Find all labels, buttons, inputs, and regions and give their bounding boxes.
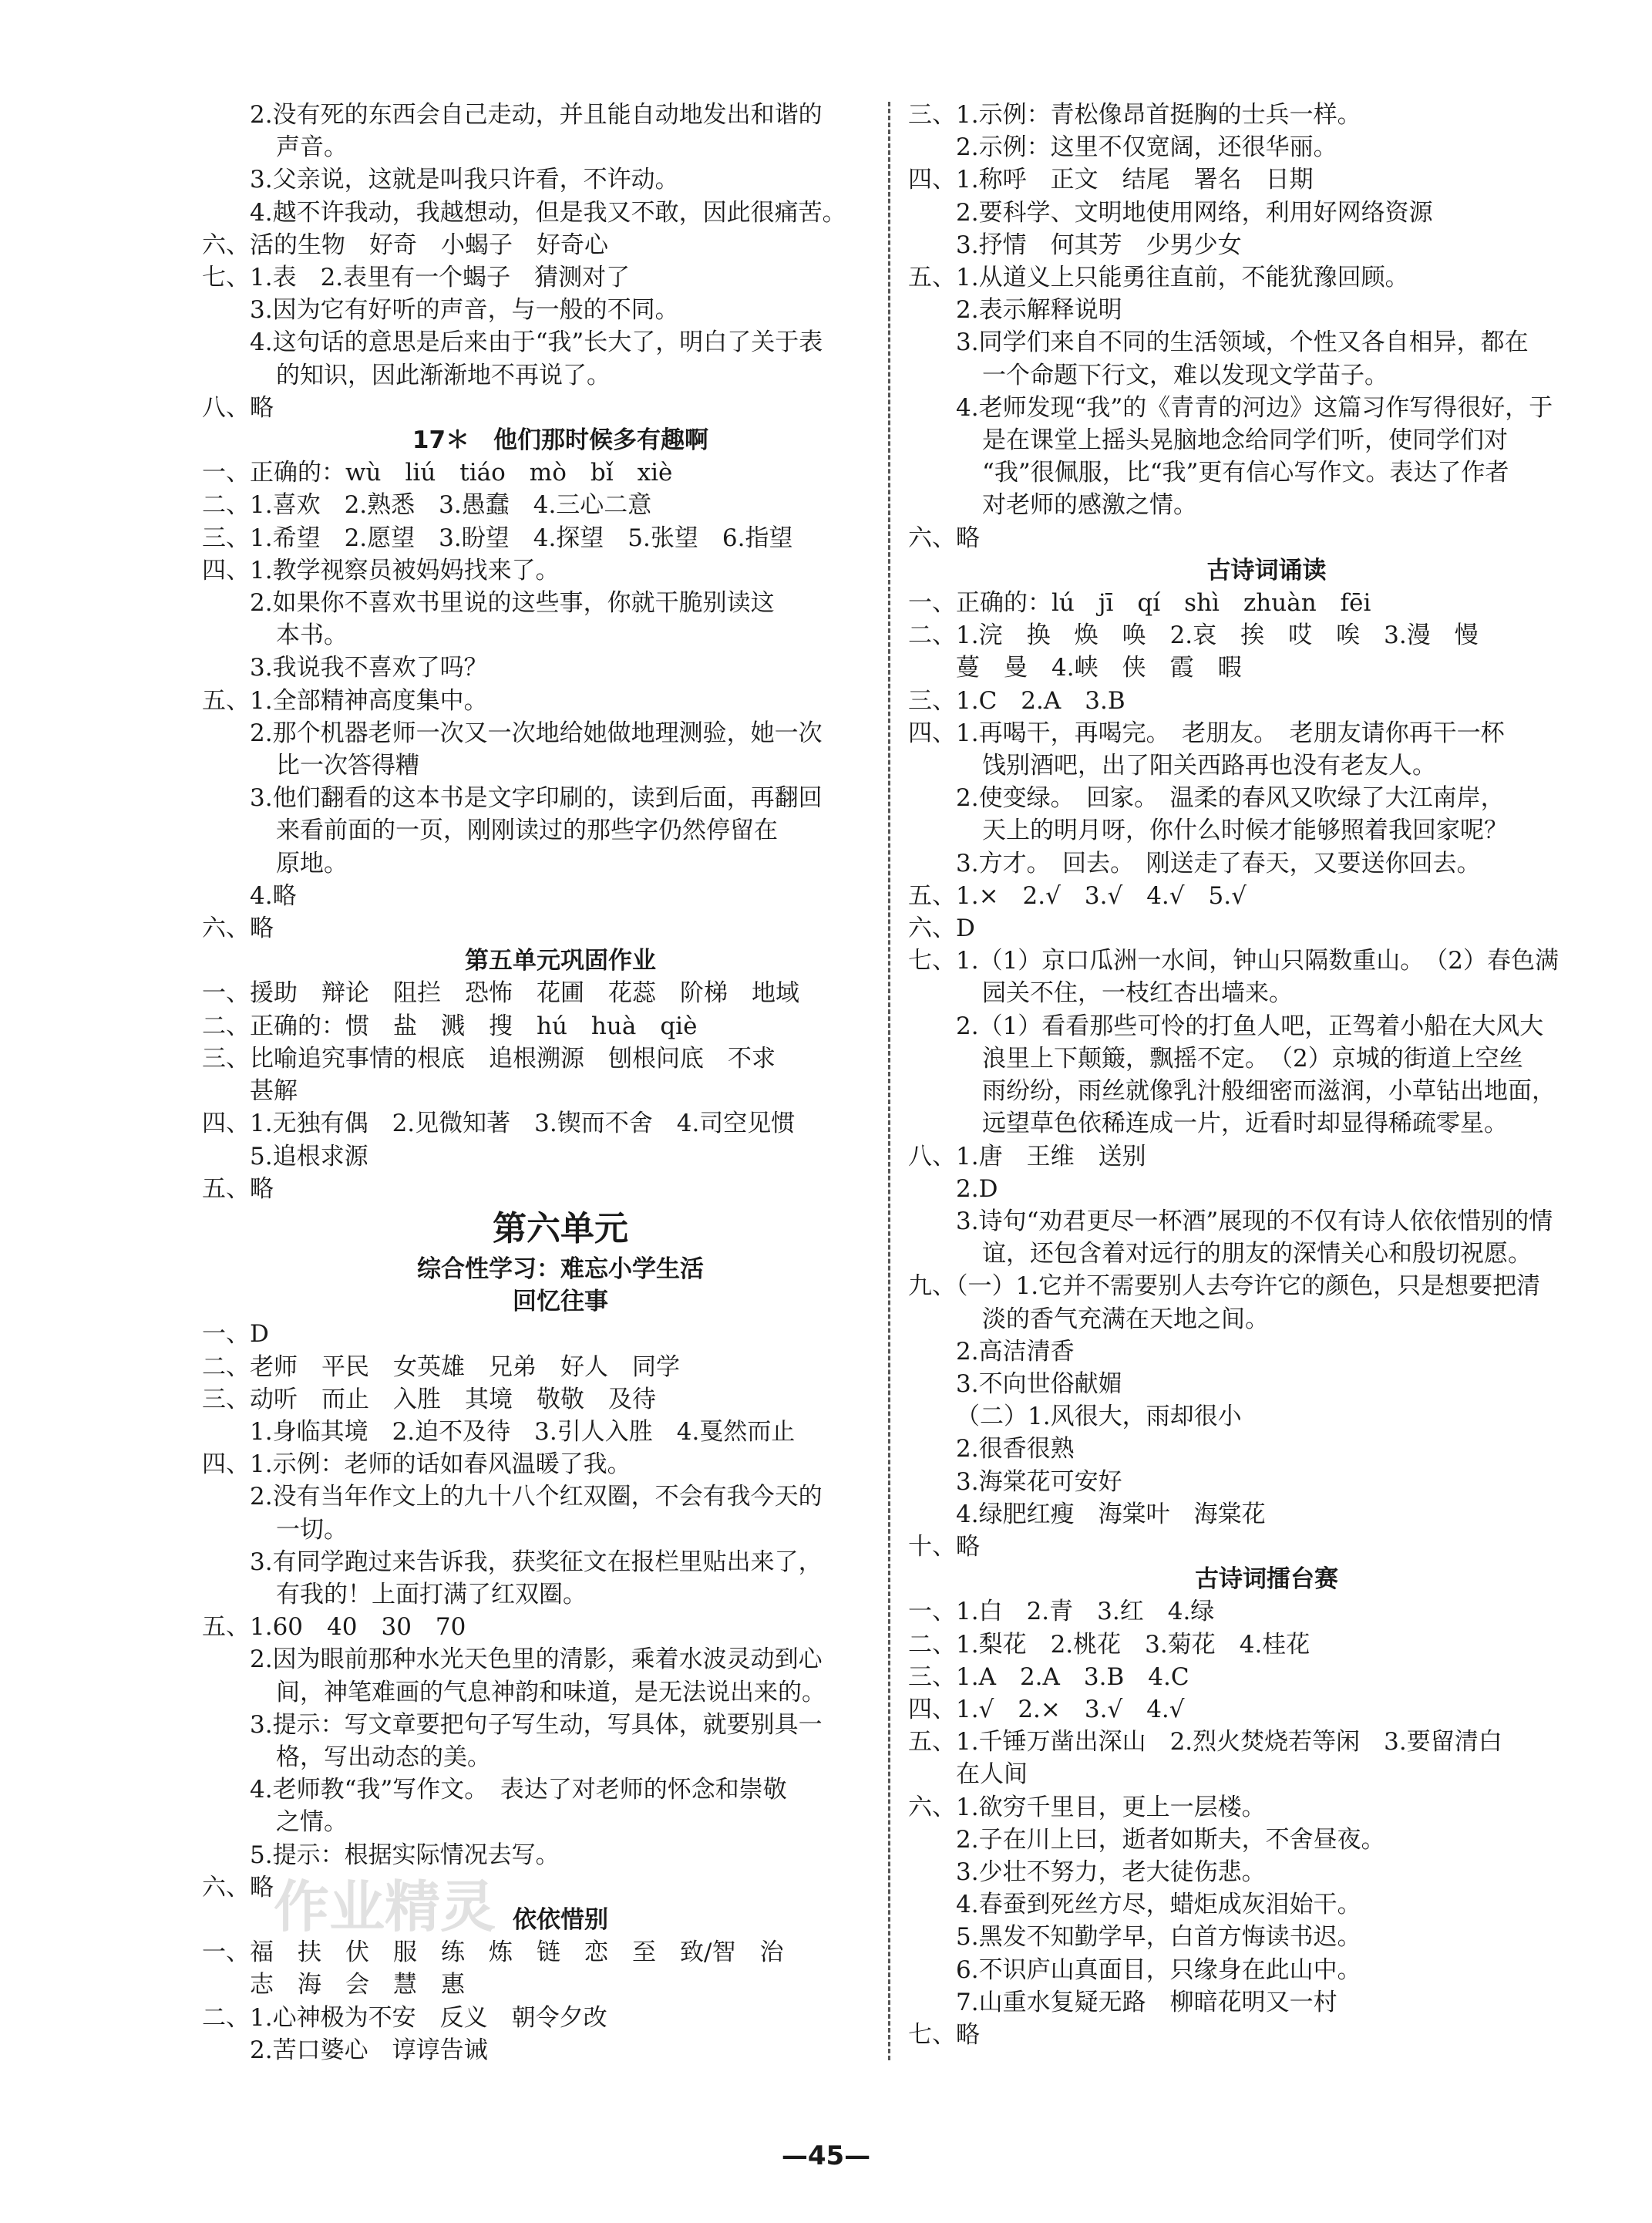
answer-line: 二、1.心神极为不安 反义 朝令夕改: [202, 2003, 607, 2032]
section-heading: 依依惜别: [513, 1905, 608, 1934]
answer-line: 五、1.全部精神高度集中。: [202, 686, 488, 715]
answer-line: 声音。: [276, 133, 348, 162]
answer-line: 之情。: [276, 1808, 348, 1837]
answer-line: 格，写出动态的美。: [276, 1743, 491, 1771]
answer-line: 2.要科学、文明地使用网络，利用好网络资源: [956, 198, 1433, 227]
answer-line: 谊，还包含着对远行的朋友的深情关心和殷切祝愿。: [982, 1240, 1532, 1268]
section-heading: 回忆往事: [513, 1288, 608, 1316]
answer-line: 六、略: [908, 524, 980, 552]
answer-line: 一、正确的：wù liú tiáo mò bǐ xiè: [202, 459, 673, 487]
answer-line: 四、1.示例：老师的话如春风温暖了我。: [202, 1450, 631, 1479]
answer-line: 2.高洁清香: [956, 1337, 1075, 1366]
answer-line: 2.D: [956, 1174, 998, 1203]
answer-line: 六、D: [908, 914, 975, 943]
answer-line: 远望草色依稀连成一片，近看时却显得稀疏零星。: [982, 1110, 1508, 1138]
answer-line: 一、正确的：lú jī qí shì zhuàn fēi: [908, 589, 1371, 618]
answer-line: 3.提示：写文章要把句子写生动，写具体，就要别具一: [250, 1710, 823, 1739]
answer-line: 六、活的生物 好奇 小蝎子 好奇心: [202, 231, 608, 259]
answer-line: 八、略: [202, 393, 274, 422]
answer-line: 5.提示：根据实际情况去写。: [250, 1841, 560, 1869]
answer-line: 5.追根求源: [250, 1142, 368, 1170]
answer-line: 2.很香很熟: [956, 1435, 1075, 1463]
answer-line: 三、1.A 2.A 3.B 4.C: [908, 1662, 1189, 1691]
answer-line: 二、1.喜欢 2.熟悉 3.愚蠢 4.三心二意: [202, 491, 652, 520]
answer-line: 2.没有当年作文上的九十八个红双圈，不会有我今天的: [250, 1483, 823, 1511]
answer-line: 6.不识庐山真面目，只缘身在此山中。: [956, 1955, 1361, 1984]
answer-line: 四、1.√ 2.× 3.√ 4.√: [908, 1695, 1185, 1723]
answer-line: （二）1.风很大，雨却很小: [956, 1403, 1242, 1431]
answer-line: 一、援助 辩论 阻拦 恐怖 花圃 花蕊 阶梯 地域: [202, 979, 799, 1008]
answer-line: 3.诗句“劝君更尽一杯酒”展现的不仅有诗人依依惜别的情: [956, 1207, 1553, 1235]
answer-line: 2.没有死的东西会自己走动，并且能自动地发出和谐的: [250, 101, 823, 129]
answer-line: 5.黑发不知勤学早，白首方悔读书迟。: [956, 1923, 1361, 1952]
answer-line: 一、1.白 2.青 3.红 4.绿: [908, 1598, 1215, 1626]
answer-line: 三、动听 而止 入胜 其境 敬敬 及待: [202, 1385, 656, 1413]
answer-line: 八、1.唐 王维 送别: [908, 1142, 1146, 1170]
answer-line: 五、1.从道义上只能勇往直前，不能犹豫回顾。: [908, 264, 1409, 292]
answer-line: 十、略: [908, 1532, 980, 1561]
answer-line: 四、1.教学视察员被妈妈找来了。: [202, 556, 560, 584]
answer-line: 七、略: [908, 2020, 980, 2049]
answer-line: 浪里上下颠簸，飘摇不定。 （2）京城的街道上空丝: [982, 1044, 1523, 1073]
answer-line: 一切。: [276, 1515, 348, 1544]
answer-line: 七、1.（1）京口瓜洲一水间，钟山只隔数重山。 （2）春色满: [908, 947, 1559, 975]
answer-line: 3.不向世俗献媚: [956, 1369, 1122, 1398]
answer-line: 对老师的感激之情。: [982, 491, 1197, 520]
right-column: [908, 99, 1625, 2051]
section-heading: 第五单元巩固作业: [465, 947, 656, 975]
answer-line: 五、1.60 40 30 70: [202, 1613, 466, 1642]
answer-line: 雨纷纷，雨丝就像乳汁般细密而滋润，小草钻出地面，: [982, 1077, 1556, 1106]
answer-line: 4.这句话的意思是后来由于“我”长大了，明白了关于表: [250, 328, 823, 357]
answer-line: 3.因为它有好听的声音，与一般的不同。: [250, 296, 679, 325]
answer-line: 2.示例：这里不仅宽阔，还很华丽。: [956, 133, 1337, 162]
answer-line: 二、1.浣 换 焕 唤 2.哀 挨 哎 唉 3.漫 慢: [908, 621, 1479, 650]
answer-line: 一、D: [202, 1320, 269, 1349]
answer-line: 3.有同学跑过来告诉我，获奖征文在报栏里贴出来了，: [250, 1548, 823, 1576]
answer-line: 一个命题下行文，难以发现文学苗子。: [982, 361, 1388, 389]
answer-line: 六、略: [202, 914, 274, 943]
answer-line: 三、比喻追究事情的根底 追根溯源 刨根问底 不求: [202, 1044, 776, 1073]
answer-line: 是在课堂上摇头晃脑地念给同学们听，使同学们对: [982, 426, 1508, 455]
answer-line: 三、1.希望 2.愿望 3.盼望 4.探望 5.张望 6.指望: [202, 524, 793, 552]
answer-line: 3.同学们来自不同的生活领域，个性又各自相异，都在: [956, 328, 1529, 357]
answer-line: 2.那个机器老师一次又一次地给她做地理测验，她一次: [250, 719, 823, 747]
answer-line: 4.春蚕到死丝方尽，蜡炬成灰泪始干。: [956, 1891, 1361, 1919]
answer-line: 4.老师发现“我”的《青青的河边》这篇习作写得很好，于: [956, 393, 1553, 422]
answer-line: 原地。: [276, 849, 348, 877]
column-divider: [888, 102, 890, 2060]
page-number: —45—: [781, 2140, 871, 2171]
answer-line: 三、1.C 2.A 3.B: [908, 686, 1125, 715]
answer-line: 甚解: [250, 1077, 298, 1106]
answer-line: 五、1.千锤万凿出深山 2.烈火焚烧若等闲 3.要留清白: [908, 1728, 1502, 1757]
answer-line: 饯别酒吧，出了阳关西路再也没有老友人。: [982, 752, 1436, 780]
answer-line: 来看前面的一页，刚刚读过的那些字仍然停留在: [276, 817, 778, 845]
answer-line: 2.表示解释说明: [956, 296, 1122, 325]
answer-line: 蔓 曼 4.峡 侠 霞 暇: [956, 654, 1242, 682]
section-heading: 17＊ 他们那时候多有趣啊: [412, 426, 709, 455]
answer-line: 九、（一）1.它并不需要别人去夸许它的颜色，只是想要把清: [908, 1272, 1541, 1301]
answer-line: 四、1.称呼 正文 结尾 署名 日期: [908, 166, 1314, 194]
answer-line: 三、1.示例：青松像昂首挺胸的士兵一样。: [908, 101, 1361, 129]
answer-line: 二、正确的：惯 盐 溅 搜 hú huà qiè: [202, 1012, 698, 1040]
answer-line: 六、1.欲穷千里目，更上一层楼。: [908, 1793, 1266, 1821]
answer-line: 一、福 扶 伏 服 练 炼 链 恋 至 致/智 治: [202, 1938, 784, 1967]
answer-line: 二、1.梨花 2.桃花 3.菊花 4.桂花: [908, 1630, 1310, 1659]
answer-line: 比一次答得糟: [276, 752, 419, 780]
answer-line: “我”很佩服，比“我”更有信心写作文。表达了作者: [982, 459, 1509, 487]
answer-line: 五、1.× 2.√ 3.√ 4.√ 5.√: [908, 881, 1247, 910]
answer-line: 4.老师教“我”写作文。 表达了对老师的怀念和崇敬: [250, 1776, 787, 1804]
answer-line: 2.如果你不喜欢书里说的这些事，你就干脆别读这: [250, 589, 775, 618]
answer-line: 2.苦口婆心 谆谆告诫: [250, 2036, 488, 2064]
section-heading: 第六单元: [493, 1208, 628, 1248]
answer-line: 2.子在川上曰，逝者如斯夫，不舍昼夜。: [956, 1825, 1385, 1854]
left-column: [202, 99, 919, 2066]
answer-line: 7.山重水复疑无路 柳暗花明又一村: [956, 1988, 1337, 2016]
answer-line: 七、1.表 2.表里有一个蝎子 猜测对了: [202, 264, 631, 292]
answer-line: 四、1.无独有偶 2.见微知著 3.锲而不舍 4.司空见惯: [202, 1110, 796, 1138]
answer-line: 3.父亲说，这就是叫我只许看，不许动。: [250, 166, 679, 194]
section-heading: 古诗词擂台赛: [1195, 1565, 1338, 1594]
answer-line: 3.抒情 何其芳 少男少女: [956, 231, 1242, 259]
answer-line: 2.使变绿。 回家。 温柔的春风又吹绿了大江南岸，: [956, 784, 1505, 813]
answer-line: 2.因为眼前那种水光天色里的清影，乘着水波灵动到心: [250, 1645, 823, 1674]
answer-line: 有我的！上面打满了红双圈。: [276, 1580, 587, 1608]
watermark: 作业精灵: [274, 1874, 496, 1939]
answer-line: 4.越不许我动，我越想动，但是我又不敢，因此很痛苦。: [250, 198, 846, 227]
section-heading: 综合性学习：难忘小学生活: [417, 1255, 704, 1283]
answer-line: 园关不住，一枝红杏出墙来。: [982, 979, 1293, 1008]
answer-line: 在人间: [956, 1760, 1028, 1789]
answer-line: 3.方才。 回去。 刚送走了春天，又要送你回去。: [956, 849, 1481, 877]
answer-line: 四、1.再喝干，再喝完。 老朋友。 老朋友请你再干一杯: [908, 719, 1505, 747]
answer-line: 淡的香气充满在天地之间。: [982, 1305, 1269, 1333]
answer-line: 本书。: [276, 621, 348, 650]
answer-line: 志 海 会 慧 惠: [250, 1971, 465, 1999]
section-heading: 古诗词诵读: [1206, 556, 1327, 584]
answer-line: 3.他们翻看的这本书是文字印刷的，读到后面，再翻回: [250, 784, 823, 813]
answer-line: 3.海棠花可安好: [956, 1467, 1122, 1496]
answer-line: 六、略: [202, 1873, 274, 1901]
answer-line: 3.少壮不努力，老大徒伤悲。: [956, 1858, 1266, 1886]
answer-line: 二、老师 平民 女英雄 兄弟 好人 同学: [202, 1352, 680, 1381]
answer-line: 的知识，因此渐渐地不再说了。: [276, 361, 611, 389]
answer-line: 五、略: [202, 1174, 274, 1203]
answer-line: 4.略: [250, 881, 297, 910]
answer-line: 1.身临其境 2.迫不及待 3.引人入胜 4.戛然而止: [250, 1417, 796, 1446]
answer-line: 间，神笔难画的气息神韵和味道，是无法说出来的。: [276, 1678, 826, 1706]
answer-line: 天上的明月呀，你什么时候才能够照着我回家呢？: [982, 817, 1508, 845]
answer-line: 3.我说我不喜欢了吗？: [250, 654, 488, 682]
answer-line: 2.（1）看看那些可怜的打鱼人吧，正驾着小船在大风大: [956, 1012, 1544, 1040]
answer-line: 4.绿肥红瘦 海棠叶 海棠花: [956, 1500, 1266, 1528]
